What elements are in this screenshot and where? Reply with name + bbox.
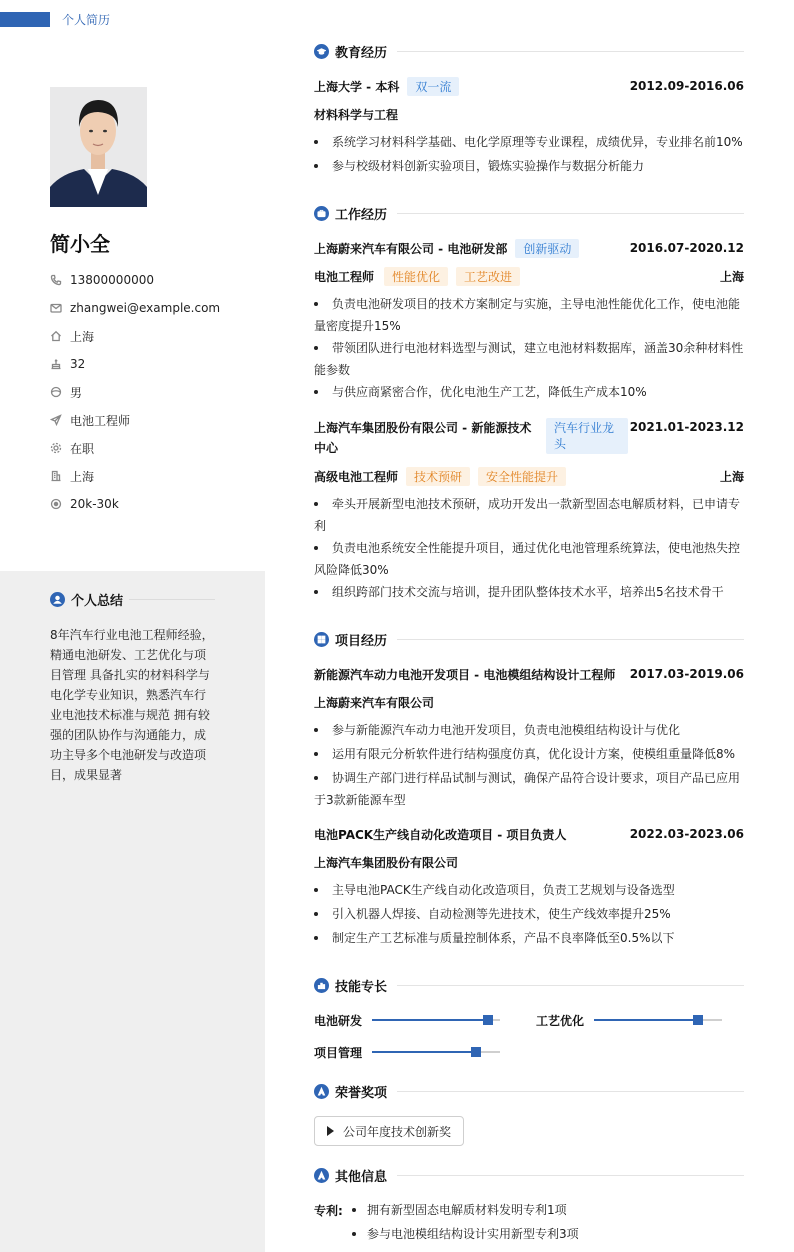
bullet-text: 量密度提升15% xyxy=(314,319,401,333)
list-item xyxy=(314,537,744,581)
summary-line: 精通电池研发、工艺优化与项 xyxy=(50,648,207,662)
job-company-row xyxy=(314,418,744,458)
info-home xyxy=(50,322,220,350)
project-name-row xyxy=(314,824,744,844)
avatar-photo xyxy=(50,87,147,207)
avatar-portrait-icon xyxy=(50,87,147,207)
role-tag: 工艺改进 xyxy=(456,267,520,286)
info-salary-text: 20k-30k xyxy=(70,497,119,511)
skill-slider-track xyxy=(594,1019,722,1021)
skill-slider-fill xyxy=(372,1019,488,1021)
list-item xyxy=(314,719,744,741)
job-date: 2021.01-2023.12 xyxy=(629,420,744,434)
divider xyxy=(397,985,744,986)
list-item xyxy=(314,493,744,537)
projects-section-header xyxy=(314,630,744,649)
contact-info-list xyxy=(50,266,220,518)
list-item xyxy=(314,381,744,403)
list-item xyxy=(314,743,744,765)
company-name-line: 中心 xyxy=(314,441,339,455)
project-org-row xyxy=(314,692,744,712)
job-date: 2016.07-2020.12 xyxy=(629,241,744,255)
skill-name: 电池研发 xyxy=(314,1013,363,1028)
summary-line: 目管理 具备扎实的材料科学与 xyxy=(50,668,210,682)
list-item xyxy=(314,903,744,925)
gender-icon xyxy=(50,386,62,398)
award-item[interactable] xyxy=(314,1116,464,1146)
patent-label: 专利: xyxy=(314,1204,343,1218)
city-icon xyxy=(50,470,62,482)
other-title: 其他信息 xyxy=(335,1170,388,1185)
education-school-row xyxy=(314,76,744,96)
summary-line: 强的团队协作与沟通能力，成 xyxy=(50,728,207,742)
skill-slider-handle xyxy=(483,1015,493,1025)
project-name: 电池PACK生产线自动化改造项目 - 项目负责人 xyxy=(314,827,567,842)
skill-slider-fill xyxy=(372,1051,476,1053)
skills-section-header xyxy=(314,976,744,995)
list-item xyxy=(314,337,744,381)
header-accent-bar xyxy=(0,12,50,27)
home-icon xyxy=(50,330,62,342)
company-tag-line: 汽车行业龙 xyxy=(554,421,615,435)
job-role-row xyxy=(314,466,744,486)
bullet-text: 系统学习材料科学基础、电化学原理等专业课程，成绩优异，专业排名前10% xyxy=(332,135,743,149)
list-item xyxy=(314,879,744,901)
info-email xyxy=(50,294,220,322)
mail-icon xyxy=(50,302,62,314)
summary-line: 业电池技术标准与规范 拥有较 xyxy=(50,708,210,722)
company-name-line: 上海汽车集团股份有限公司 - 新能源技术 xyxy=(314,421,532,435)
info-age xyxy=(50,350,220,378)
patent-text: 参与电池模组结构设计实用新型专利3项 xyxy=(367,1227,579,1241)
bullet-text: 协调生产部门进行样品试制与测试，确保产品符合设计要求，项目产品已应用 xyxy=(332,771,741,785)
header-title: 个人简历 xyxy=(62,13,111,27)
project-name-row xyxy=(314,664,744,684)
project-org: 上海汽车集团股份有限公司 xyxy=(314,855,459,870)
divider xyxy=(397,1091,744,1092)
education-title: 教育经历 xyxy=(335,46,388,61)
info-status xyxy=(50,434,220,462)
summary-title: 个人总结 xyxy=(71,594,124,609)
summary-line: 电化学专业知识，熟悉汽车行 xyxy=(50,688,207,702)
resume-header-tag xyxy=(0,12,110,27)
bullet-text: 于3款新能源车型 xyxy=(314,793,406,807)
summary-section-header xyxy=(50,590,215,609)
skill-slider-track xyxy=(372,1019,500,1021)
list-item xyxy=(314,293,744,337)
info-gender-text: 男 xyxy=(70,385,83,400)
info-home-text: 上海 xyxy=(70,329,95,344)
info-salary xyxy=(50,490,220,518)
skills-title: 技能专长 xyxy=(335,980,388,995)
skill-item xyxy=(314,1043,500,1061)
list-item xyxy=(314,155,744,177)
job-role: 电池工程师 xyxy=(314,269,375,284)
job-role-row xyxy=(314,266,744,286)
projects-title: 项目经历 xyxy=(335,634,388,649)
divider xyxy=(397,213,744,214)
skill-slider-fill xyxy=(594,1019,698,1021)
role-tag: 技术预研 xyxy=(406,467,470,486)
list-item xyxy=(352,1226,579,1242)
info-age-text: 32 xyxy=(70,357,86,371)
info-position-text: 电池工程师 xyxy=(70,413,131,428)
education-major-row xyxy=(314,104,744,124)
school-name: 上海大学 - 本科 xyxy=(314,79,400,94)
education-date: 2012.09-2016.06 xyxy=(629,79,744,93)
info-city-text: 上海 xyxy=(70,469,95,484)
list-item xyxy=(314,927,744,949)
work-title: 工作经历 xyxy=(335,208,388,223)
bullet-text: 主导电池PACK生产线自动化改造项目，负责工艺规划与设备选型 xyxy=(332,883,675,897)
bar-chart-icon xyxy=(314,978,329,993)
bullet-text: 运用有限元分析软件进行结构强度仿真，优化设计方案，使模组重量降低8% xyxy=(332,747,736,761)
patent-text: 拥有新型固态电解质材料发明专利1项 xyxy=(367,1203,567,1217)
list-item xyxy=(314,131,744,153)
bullet-text: 参与新能源汽车动力电池开发项目，负责电池模组结构设计与优化 xyxy=(332,723,681,737)
company-tag-line: 头 xyxy=(554,437,567,451)
info-status-text: 在职 xyxy=(70,441,95,456)
graduation-cap-icon xyxy=(314,44,329,59)
briefcase-icon xyxy=(314,206,329,221)
project-org: 上海蔚来汽车有限公司 xyxy=(314,695,435,710)
info-icon xyxy=(314,1168,329,1183)
role-tag: 性能优化 xyxy=(384,267,448,286)
skill-item xyxy=(314,1011,500,1029)
bullet-text: 带领团队进行电池材料选型与测试，建立电池材料数据库，涵盖30余种材料性 xyxy=(332,341,744,355)
other-section-header xyxy=(314,1166,744,1185)
bullet-text: 风险降低30% xyxy=(314,563,389,577)
project-name: 新能源汽车动力电池开发项目 - 电池模组结构设计工程师 xyxy=(314,667,616,682)
job-city: 上海 xyxy=(719,469,744,484)
bullet-text: 参与校级材料创新实验项目，锻炼实验操作与数据分析能力 xyxy=(332,159,645,173)
info-email-text: zhangwei@example.com xyxy=(70,301,221,315)
skill-name: 项目管理 xyxy=(314,1045,363,1060)
bullet-text: 负责电池研发项目的技术方案制定与实施，主导电池性能优化工作，使电池能 xyxy=(332,297,741,311)
work-section-header xyxy=(314,204,744,223)
divider xyxy=(397,51,744,52)
divider xyxy=(397,1175,744,1176)
skill-item xyxy=(536,1011,722,1029)
info-position xyxy=(50,406,220,434)
salary-icon xyxy=(50,498,62,510)
skill-slider-track xyxy=(372,1051,500,1053)
education-section-header xyxy=(314,42,744,61)
play-icon xyxy=(327,1126,334,1136)
position-icon xyxy=(50,414,62,426)
job-city: 上海 xyxy=(719,269,744,284)
summary-line: 8年汽车行业电池工程师经验， xyxy=(50,628,214,642)
bullet-text: 利 xyxy=(314,519,327,533)
info-phone xyxy=(50,266,220,294)
list-item xyxy=(352,1202,567,1218)
project-org-row xyxy=(314,852,744,872)
info-city xyxy=(50,462,220,490)
project-date: 2022.03-2023.06 xyxy=(629,827,744,841)
honors-section-header xyxy=(314,1082,744,1101)
list-item xyxy=(314,581,744,603)
job-company-row xyxy=(314,238,744,258)
user-icon xyxy=(50,592,65,607)
job-role: 高级电池工程师 xyxy=(314,469,399,484)
status-icon xyxy=(50,442,62,454)
skill-name: 工艺优化 xyxy=(536,1013,585,1028)
company-tag: 创新驱动 xyxy=(515,239,579,258)
bullet-text: 组织跨部门技术交流与培训，提升团队整体技术水平，培养出5名技术骨干 xyxy=(332,585,724,599)
info-phone-text: 13800000000 xyxy=(70,273,154,287)
list-item xyxy=(314,767,744,811)
bullet-text: 与供应商紧密合作，优化电池生产工艺，降低生产成本10% xyxy=(332,385,647,399)
phone-icon xyxy=(50,274,62,286)
skill-slider-handle xyxy=(693,1015,703,1025)
divider xyxy=(129,599,215,600)
bullet-text: 负责电池系统安全性能提升项目，通过优化电池管理系统算法，使电池热失控 xyxy=(332,541,741,555)
divider xyxy=(397,639,744,640)
candidate-name: 简小全 xyxy=(50,232,110,256)
major-name: 材料科学与工程 xyxy=(314,107,399,122)
award-text: 公司年度技术创新奖 xyxy=(343,1124,452,1139)
school-tag: 双一流 xyxy=(407,77,459,96)
bullet-text: 制定生产工艺标准与质量控制体系，产品不良率降低至0.5%以下 xyxy=(332,931,675,945)
company-tag xyxy=(546,418,628,454)
bullet-text: 引入机器人焊接、自动检测等先进技术，使生产线效率提升25% xyxy=(332,907,671,921)
summary-line: 功主导多个电池研发与改造项 xyxy=(50,748,207,762)
grid-icon xyxy=(314,632,329,647)
project-date: 2017.03-2019.06 xyxy=(629,667,744,681)
company-name xyxy=(314,418,542,458)
honors-title: 荣誉奖项 xyxy=(335,1086,388,1101)
age-icon xyxy=(50,358,62,370)
award-icon xyxy=(314,1084,329,1099)
summary-line: 目，成果显著 xyxy=(50,768,123,782)
bullet-text: 牵头开展新型电池技术预研，成功开发出一款新型固态电解质材料，已申请专 xyxy=(332,497,741,511)
summary-text xyxy=(50,625,215,785)
bullet-text: 能参数 xyxy=(314,363,351,377)
skill-slider-handle xyxy=(471,1047,481,1057)
role-tag: 安全性能提升 xyxy=(478,467,566,486)
info-gender xyxy=(50,378,220,406)
company-name: 上海蔚来汽车有限公司 - 电池研发部 xyxy=(314,241,508,256)
